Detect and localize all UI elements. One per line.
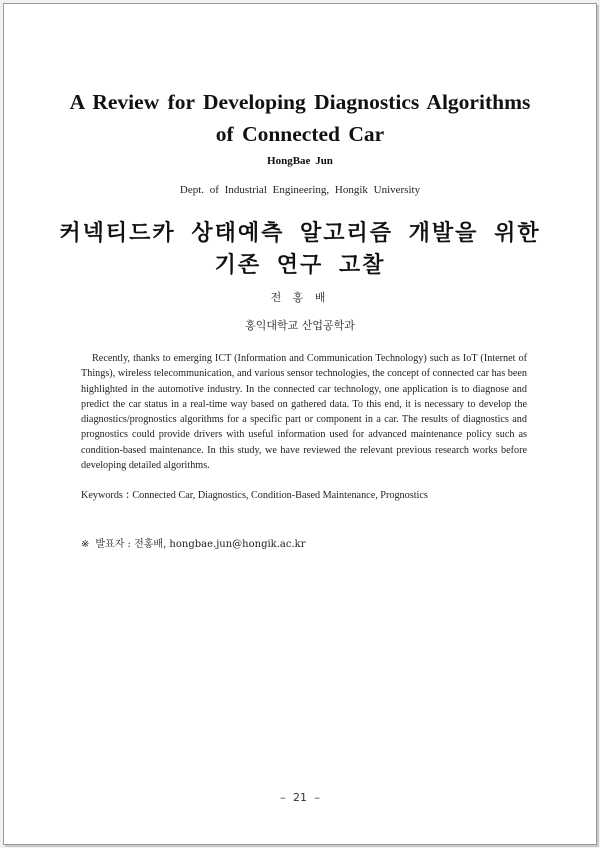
keywords-line <box>81 490 541 501</box>
title-ko-line-2: 기존 연구 고찰 <box>214 252 386 278</box>
presenter-footnote <box>81 535 306 550</box>
author-name-en: HongBae Jun <box>267 155 333 167</box>
presenter-info: 발표자 : 전홍배, hongbae.jun@hongik.ac.kr <box>95 539 306 550</box>
abstract-text: Recently, thanks to emerging ICT (Information and Communication Technology) such as IoT (Internet of Things), wireless telecommunication, and various sensor technologies, the concept of connected car has been highlighted in the automotive industry. In the connected car technology, one application is to diagnose and predict the car status in a real-time way based on gathered data. To this end, it is necessary to develop the diagnostics/prognostics algorithms for a specific part or component in a car. The results of diagnostics and prognostics could provide drivers with useful information used for advanced maintenance policy such as condition-based maintenance. In this study, we have reviewed the relevant previous research works before developing detailed algorithms. <box>81 353 527 472</box>
paper-title-en <box>44 86 556 150</box>
affiliation-ko: 홍익대학교 산업공학과 <box>245 319 355 332</box>
keywords-list: Connected Car, Diagnostics, Condition-Based Maintenance, Prognostics <box>132 490 428 501</box>
keywords-label: Keywords <box>81 490 123 501</box>
paper-page <box>3 3 597 845</box>
author-name-ko: 전 홍 배 <box>270 291 330 304</box>
reference-mark-icon: ※ <box>81 539 90 550</box>
title-en-line-1: A Review for Developing Diagnostics Algorithms <box>69 90 531 114</box>
page-number: – 21 – <box>280 791 320 804</box>
keywords-separator: : <box>125 490 130 501</box>
title-ko-line-1: 커넥티드카 상태예측 알고리즘 개발을 위한 <box>59 220 541 246</box>
paper-title-ko <box>34 217 566 281</box>
title-en-line-2: of Connected Car <box>215 122 385 146</box>
affiliation-en: Dept. of Industrial Engineering, Hongik University <box>179 184 421 196</box>
